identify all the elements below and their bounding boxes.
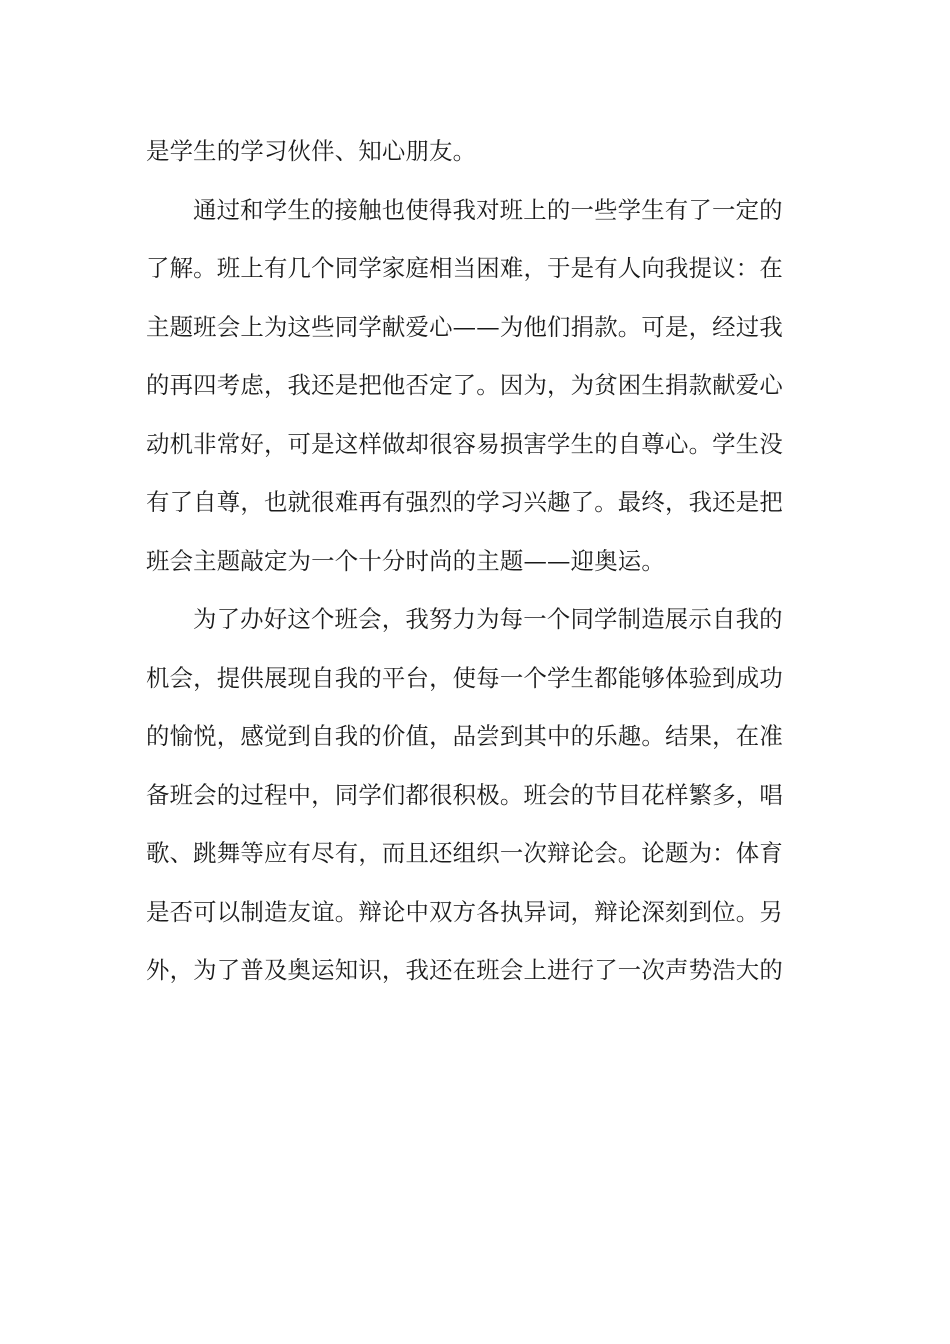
text-line: 的再四考虑，我还是把他否定了。因为，为贫困生捐款献爱心 <box>146 371 783 399</box>
text-line: 歌、跳舞等应有尽有，而且还组织一次辩论会。论题为：体育 <box>146 839 783 867</box>
text-line: 通过和学生的接触也使得我对班上的一些学生有了一定的 <box>193 195 783 224</box>
text-line: 班会主题敲定为一个十分时尚的主题——迎奥运。 <box>146 546 665 575</box>
text-line: 主题班会上为这些同学献爱心——为他们捐款。可是，经过我 <box>146 312 783 341</box>
text-line: 是否可以制造友谊。辩论中双方各执异词，辩论深刻到位。另 <box>146 897 783 926</box>
text-line: 的愉悦，感觉到自我的价值，品尝到其中的乐趣。结果，在准 <box>146 722 783 750</box>
text-line: 有了自尊，也就很难再有强烈的学习兴趣了。最终，我还是把 <box>146 488 783 516</box>
body-text <box>146 128 806 1006</box>
text-line: 了解。班上有几个同学家庭相当困难，于是有人向我提议：在 <box>146 254 783 282</box>
text-line: 备班会的过程中，同学们都很积极。班会的节目花样繁多，唱 <box>146 780 783 809</box>
text-line: 机会，提供展现自我的平台，使每一个学生都能够体验到成功 <box>146 663 783 692</box>
text-line: 动机非常好，可是这样做却很容易损害学生的自尊心。学生没 <box>146 429 783 458</box>
text-line: 为了办好这个班会，我努力为每一个同学制造展示自我的 <box>193 605 783 633</box>
text-line: 外，为了普及奥运知识，我还在班会上进行了一次声势浩大的 <box>146 956 783 984</box>
text-line: 是学生的学习伙伴、知心朋友。 <box>146 137 477 165</box>
